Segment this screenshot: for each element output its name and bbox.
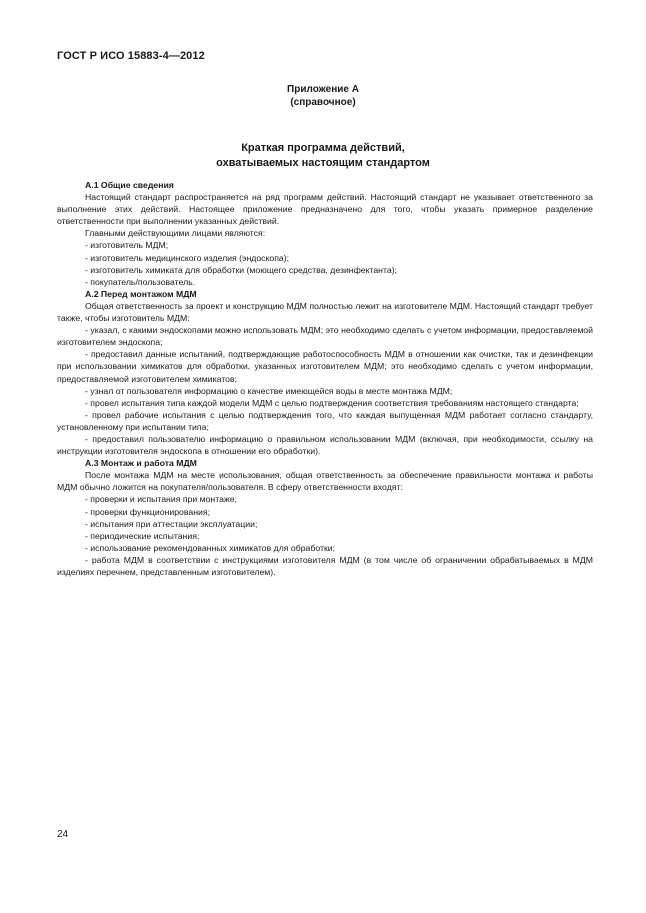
paragraph: - предоставил пользователю информацию о правильном использовании МДМ (включая, при необходимости, ссылку на инструкции изготовителя эндоскопа в отношении его обработки). <box>57 433 593 457</box>
annex-heading <box>0 83 646 109</box>
section-heading: А.2 Перед монтажом МДМ <box>85 288 197 299</box>
paragraph: - изготовитель химиката для обработки (моющего средства, дезинфектанта); <box>85 264 397 275</box>
paragraph: - использование рекомендованных химикатов для обработки; <box>85 542 336 553</box>
paragraph: - периодические испытания; <box>85 530 200 541</box>
annex-type: (справочное) <box>290 97 356 108</box>
paragraph: - предоставил данные испытаний, подтверждающие работоспособность МДМ в отношении как очистки, так и дезинфекции при использовании химикатов для обработки, указанных изготовителем МДМ; это необходимо сделать с учетом информации, предоставляемой изготовителем химикатов; <box>57 349 593 384</box>
paragraph: - изготовитель медицинского изделия (эндоскопа); <box>85 252 290 263</box>
paragraph: - работа МДМ в соответствии с инструкциями изготовителя МДМ (в том числе об ограничении обрабатываемых в МДМ изделиях перечнем, представленным изготовителем). <box>57 554 593 577</box>
standard-header: ГОСТ Р ИСО 15883-4—2012 <box>57 50 205 62</box>
paragraph: - узнал от пользователя информацию о качестве имеющейся воды в месте монтажа МДМ; <box>85 385 453 396</box>
paragraph: - испытания при аттестации эксплуатации; <box>85 518 258 529</box>
paragraph: - изготовитель МДМ; <box>85 240 169 251</box>
paragraph: - проверки и испытания при монтаже; <box>85 494 237 505</box>
document-body <box>57 179 593 578</box>
paragraph: - провел рабочие испытания с целью подтверждения того, что каждая выпущенная МДМ работает согласно стандарту, установленному при испытании типа; <box>57 409 593 432</box>
annex-label: Приложение А <box>287 84 359 95</box>
paragraph: Главными действующими лицами являются: <box>85 228 266 239</box>
paragraph: - провел испытания типа каждой модели МДМ с целью подтверждения соответствия требованиям настоящего стандарта; <box>85 397 579 408</box>
paragraph: - указал, с какими эндоскопами можно использовать МДМ; это необходимо сделать с учетом информации, предоставляемой изготовителем эндоскопа; <box>57 325 593 348</box>
page-number: 24 <box>57 829 69 840</box>
section-heading: А.3 Монтаж и работа МДМ <box>85 458 197 469</box>
paragraph: Настоящий стандарт распространяется на ряд программ действий. Настоящий стандарт не указывает ответственного за выполнение этих действий. Настоящее приложение предназначено для того, чтобы указать примерное разделение ответственности при выполнении указанных действий. <box>57 192 593 227</box>
paragraph: После монтажа МДМ на месте использования, общая ответственность за обеспечение правильности монтажа и работы МДМ обычно ложится на покупателя/пользователя. В сферу ответственности входят: <box>57 470 593 493</box>
annex-title-line-1: Краткая программа действий, <box>241 142 405 154</box>
paragraph: Общая ответственность за проект и конструкцию МДМ полностью лежит на изготовителе МДМ. Настоящий стандарт требует также, чтобы изготовитель МДМ: <box>57 300 593 324</box>
annex-title <box>0 141 646 171</box>
paragraph: - покупатель/пользователь. <box>85 276 196 287</box>
paragraph: - проверки функционирования; <box>85 506 211 517</box>
annex-title-line-2: охватываемых настоящим стандартом <box>216 157 430 169</box>
section-heading: А.1 Общие сведения <box>85 180 174 190</box>
